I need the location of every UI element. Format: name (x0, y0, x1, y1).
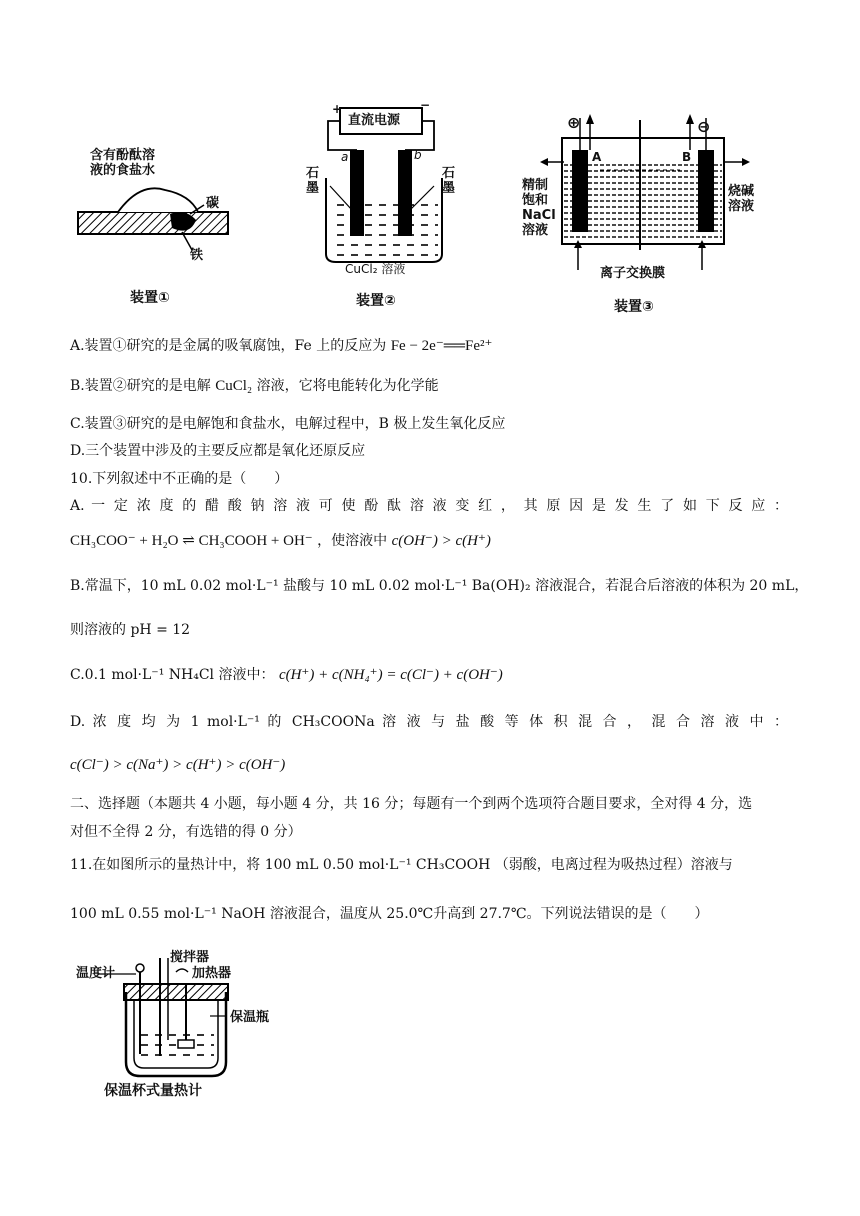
q10-stem: 10.下列叙述中不正确的是（ ） (70, 471, 289, 487)
calorimeter-flask-label: 保温瓶 (230, 1010, 270, 1025)
device2-caption: 装置② (356, 293, 396, 309)
device2-plus: + (332, 102, 343, 116)
device1-solution-label: 含有酚酞溶 液的食盐水 (90, 148, 156, 178)
q9-option-b-pre: B.装置②研究的是电解 (70, 378, 211, 394)
section2-line1: 二、选择题（本题共 4 小题，每小题 4 分，共 16 分；每题有一个到两个选项符合题目要求，全对得 4 分，选 (70, 796, 753, 812)
device2-graphite-right: 石 墨 (442, 166, 456, 196)
q11-line1: 11.在如图所示的量热计中，将 100 mL 0.50 mol·L⁻¹ CH₃COOH （弱酸，电离过程为吸热过程）溶液与 (70, 857, 733, 873)
calorimeter-thermometer-label: 温度计 (76, 966, 116, 981)
device2-power-label: 直流电源 (348, 113, 401, 128)
q9-option-b-formula: CuCl₂ (215, 378, 253, 394)
device1-carbon-label: 碳 (206, 196, 220, 211)
calorimeter-heater-label: 加热器 (192, 966, 232, 981)
q9-option-a-formula: Fe − 2e⁻══Fe²⁺ (390, 338, 493, 354)
calorimeter-caption: 保温杯式量热计 (104, 1083, 202, 1099)
q9-option-b-post: 溶液，它将电能转化为化学能 (256, 378, 439, 394)
section2-line2: 对但不全得 2 分，有选错的得 0 分） (70, 824, 302, 840)
device3-a-label: A (592, 150, 602, 164)
device3-caption: 装置③ (614, 299, 654, 315)
device3-right-solution: 烧碱 溶液 (728, 184, 755, 214)
q9-option-d: D.三个装置中涉及的主要反应都是氧化还原反应 (70, 443, 366, 459)
calorimeter-stirrer-label: 搅拌器 (170, 950, 210, 965)
q10-option-a-equation: CH₃COO⁻ + H₂O ⇌ CH₃COOH + OH⁻ (70, 533, 313, 549)
q9-option-a-text: A.装置①研究的是金属的吸氧腐蚀，Fe 上的反应为 (70, 338, 387, 354)
q10-option-a-tail-formula: c(OH⁻) > c(H⁺) (391, 533, 491, 549)
device3-plus: ⊕ (567, 113, 581, 132)
device1-iron-label: 铁 (190, 248, 204, 263)
device2-a-label: a (341, 150, 349, 164)
q10-option-c-formula: c(H⁺) + c(NH₄⁺) = c(Cl⁻) + c(OH⁻) (278, 667, 503, 683)
device2-b-label: b (414, 148, 422, 162)
device2-graphite-left: 石 墨 (306, 166, 320, 196)
q9-option-c: C.装置③研究的是电解饱和食盐水，电解过程中，B 极上发生氧化反应 (70, 416, 506, 432)
q10-option-d-line1: D. 浓 度 均 为 1 mol·L⁻¹ 的 CH₃COONa 溶 液 与 盐 酸 等 体 积 混 合 ， 混 合 溶 液 中 ： (70, 714, 788, 730)
device2-solution-label: CuCl₂ 溶液 (345, 262, 406, 276)
q10-option-b-line1: B.常温下，10 mL 0.02 mol·L⁻¹ 盐酸与 10 mL 0.02 mol·L⁻¹ Ba(OH)₂ 溶液混合，若混合后溶液的体积为 20 mL， (70, 578, 809, 594)
q10-option-b-line2: 则溶液的 pH = 12 (70, 622, 191, 638)
q10-option-d-formula: c(Cl⁻) > c(Na⁺) > c(H⁺) > c(OH⁻) (70, 757, 286, 773)
q10-option-c-pre: C.0.1 mol·L⁻¹ NH₄Cl 溶液中： (70, 667, 275, 683)
q10-option-a-line1: A. 一 定 浓 度 的 醋 酸 钠 溶 液 可 使 酚 酞 溶 液 变 红 ， 其 原 因 是 发 生 了 如 下 反 应 ： (70, 498, 788, 514)
device1-caption: 装置① (130, 290, 170, 306)
device3-left-solution: 精制 饱和 NaCl 溶液 (522, 178, 556, 238)
device3-membrane-label: 离子交换膜 (600, 266, 666, 281)
q10-option-a-tail-text: ，使溶液中 (317, 533, 388, 549)
device3-b-label: B (682, 150, 692, 164)
device3-minus: ⊖ (697, 117, 711, 136)
device2-minus: − (420, 98, 431, 112)
q11-line2: 100 mL 0.55 mol·L⁻¹ NaOH 溶液混合，温度从 25.0℃升高到 27.7℃。下列说法错误的是（ ） (70, 906, 709, 922)
